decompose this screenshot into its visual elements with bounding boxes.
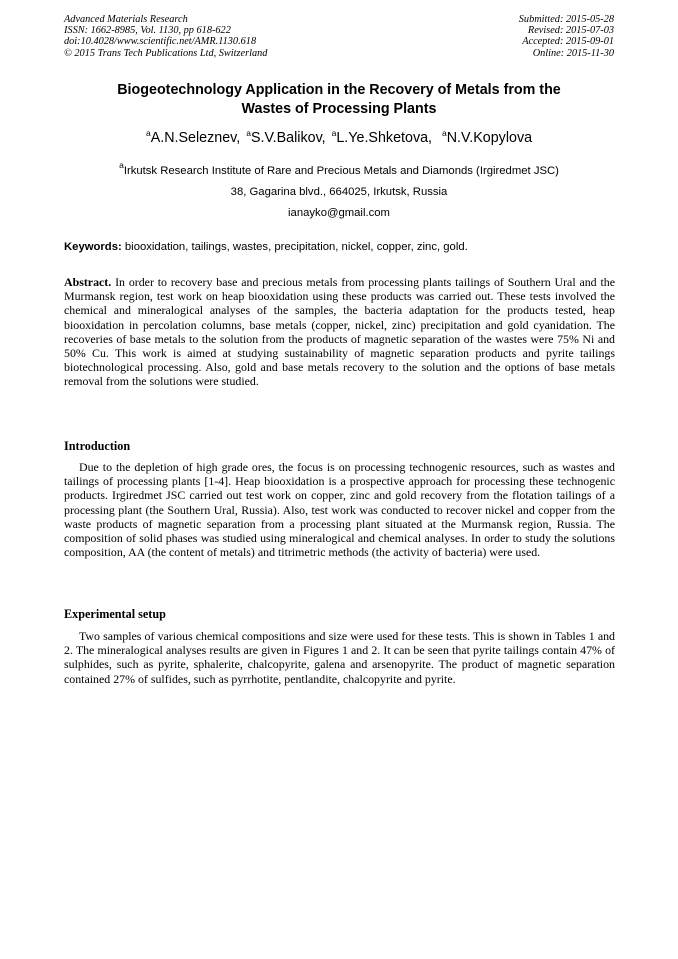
author: $^a$A.N.Seleznev, [145,128,241,146]
abstract-label: Abstract. [64,275,112,289]
paper-title [40,81,638,119]
experimental-heading: Experimental setup [64,607,166,621]
abstract [64,275,615,389]
keywords [64,240,616,254]
introduction-paragraph: Due to the depletion of high grade ores, the focus is on processing technogenic resources, such as wastes and tailings of processing plants [1-4]. Heap biooxidation is a prospective approach for processing these technogenic products. Irgiredmet JSC carried out test work on copper, zinc and gold recovery from the flotation tailings of a processing plant (the Southern Ural, Russia). Also, test work was conducted to recover nickel and copper from the waste products of magnetic separation from a processing plant situated at the Murmansk region, Russia. The composition of solid phases was studied using mineralogical and chemical analyses. In order to study the solutions composition, AA (the content of metals) and titrimetric methods (the activity of bacteria) were used. [64,460,615,560]
affiliation-address: 38, Gagarina blvd., 664025, Irkutsk, Russia [230,186,448,198]
author: $^a$L.Ye.Shketova, [331,128,433,146]
author: $^a$S.V.Balikov, [246,128,326,146]
doi-line: doi:10.4028/www.scientific.net/AMR.1130.618 [64,36,257,48]
author: $^a$N.V.Kopylova [442,128,533,146]
abstract-text: In order to recovery base and precious metals from processing plants tailings of Southern Ural and the Murmansk region, test work on heap biooxidation using these products was carried out. These tests involved the chemical and mineralogical analyses of the samples, the bacteria adaptation for the products tested, heap biooxidation in percolation columns, base metals (copper, nickel, zinc) precipitation and gold cyanidation. The recoveries of base metals to the solution from the products of magnetic separation of the wastes were 75% Ni and 50% Cu. This work is aimed at studying sustainability of magnetic separation products and pyrite tailings biotechnological processing. Also, gold and base metals recovery to the solution and the options of base metals removal from the solutions were studied. [64,275,615,389]
submitted-date: Submitted: 2015-05-28 [518,14,614,25]
copyright-line: © 2015 Trans Tech Publications Ltd, Switzerland [64,47,268,59]
author-list [20,129,658,147]
experimental-paragraph: Two samples of various chemical compositions and size were used for these tests. This is shown in Tables 1 and 2. The mineralogical analyses results are given in Figures 1 and 2. It can be seen that pyrite tailings contain 47% of sulphides, such as pyrite, sphalerite, chalcopyrite, galena and arsenopyrite. The product of magnetic separation contained 27% of sulfides, such as pyrrhotite, pentlandite, chalcopyrite and pyrite. [64,629,615,686]
title-line-2: Wastes of Processing Plants [241,101,437,117]
online-date: Online: 2015-11-30 [532,47,614,59]
keywords-label: Keywords: [64,241,122,253]
accepted-date: Accepted: 2015-09-01 [522,36,614,48]
title-line-1: Biogeotechnology Application in the Recovery of Metals from the [117,82,561,98]
author-email: ianayko@gmail.com [288,207,390,219]
revised-date: Revised: 2015-07-03 [527,25,614,37]
introduction-heading: Introduction [64,439,131,453]
keywords-text: biooxidation, tailings, wastes, precipitation, nickel, copper, zinc, gold. [121,241,468,253]
journal-name: Advanced Materials Research [64,14,188,25]
affiliation-institute: $^a$Irkutsk Research Institute of Rare and Precious Metals and Diamonds (Irgiredmet JSC) [119,160,559,177]
journal-info [64,14,267,59]
publication-dates [519,14,614,59]
issn-line: ISSN: 1662-8985, Vol. 1130, pp 618-622 [64,25,231,37]
